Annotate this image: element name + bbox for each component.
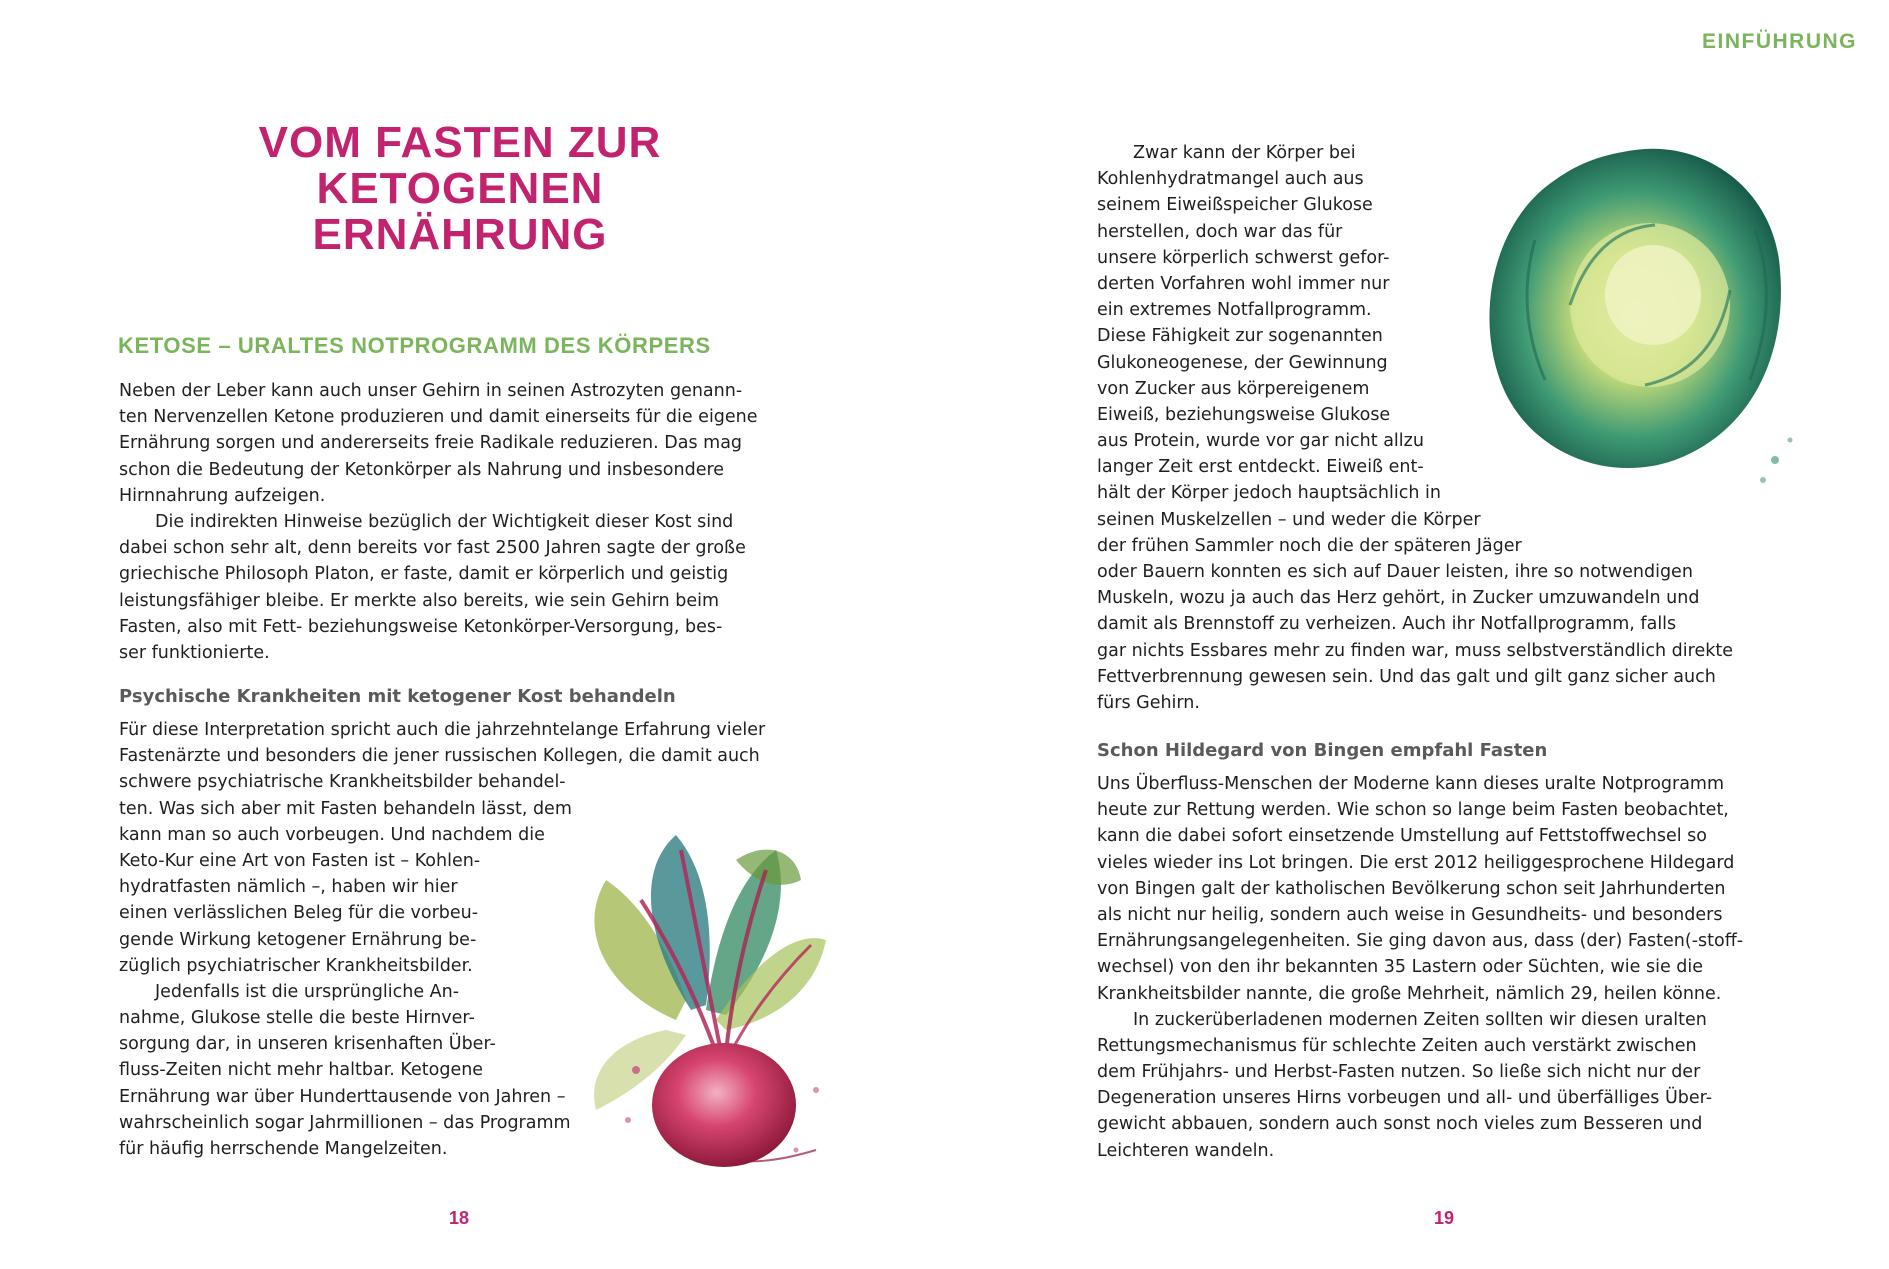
text-line: gende Wirkung ketogener Ernährung be- — [119, 929, 477, 950]
cabbage-illustration — [1475, 130, 1805, 510]
text-line: Für diese Interpretation spricht auch die jahrzehntelange Erfahrung vieler — [119, 720, 766, 740]
chapter-title-line: ERNÄHRUNG — [312, 210, 608, 259]
text-line: der frühen Sammler noch die der späteren Jäger — [1097, 535, 1522, 556]
text-line: herstellen, doch war das für — [1097, 221, 1343, 242]
text-line: züglich psychiatrischer Krankheitsbilder. — [119, 955, 473, 976]
text-line: Hirnnahrung aufzeigen. — [119, 485, 326, 506]
text-line: aus Protein, wurde vor gar nicht allzu — [1097, 431, 1424, 452]
text-line: hydratfasten nämlich –, haben wir hier — [119, 877, 458, 898]
text-line: Krankheitsbilder nannte, die große Mehrheit, nämlich 29, heilen könne. — [1097, 983, 1722, 1004]
text-line: Kohlenhydratmangel auch aus — [1097, 169, 1364, 190]
text-line: seinem Eiweißspeicher Glukose — [1097, 195, 1373, 216]
chapter-title — [120, 120, 800, 258]
text-line: Fastenärzte und besonders die jener russischen Kollegen, die damit auch — [119, 746, 760, 767]
text-line: langer Zeit erst entdeckt. Eiweiß ent- — [1097, 457, 1424, 478]
text-line: Zwar kann der Körper bei — [1133, 143, 1356, 163]
text-line: wechsel) von den ihr bekannten 35 Lastern oder Süchten, wie sie die — [1097, 957, 1704, 978]
text-line: wahrscheinlich sogar Jahrmillionen – das Programm — [119, 1112, 571, 1133]
text-line: Neben der Leber kann auch unser Gehirn in seinen Astrozyten genann- — [119, 381, 743, 401]
text-line: dabei schon sehr alt, denn bereits vor fast 2500 Jahren sagte der große — [119, 538, 746, 559]
text-line: ten Nervenzellen Ketone produzieren und damit einerseits für die eigene — [119, 407, 758, 428]
text-line: damit als Brennstoff zu verheizen. Auch ihr Notfallprogramm, falls — [1097, 614, 1677, 635]
beetroot-illustration — [566, 820, 936, 1180]
text-line: Eiweiß, beziehungsweise Glukose — [1097, 404, 1391, 425]
text-line: griechische Philosoph Platon, er faste, damit er körperlich und geistig — [119, 564, 729, 585]
text-line: Muskeln, wozu ja auch das Herz gehört, in Zucker umzuwandeln und — [1097, 588, 1700, 609]
text-line: derten Vorfahren wohl immer nur — [1097, 273, 1390, 294]
text-line: fürs Gehirn. — [1097, 692, 1200, 713]
text-line: Glukoneogenese, der Gewinnung — [1097, 352, 1388, 373]
subheading: Schon Hildegard von Bingen empfahl Fasten — [1097, 740, 1548, 761]
text-line: ser funktionierte. — [119, 642, 270, 663]
page-number: 19 — [1434, 1208, 1455, 1228]
text-line: leistungsfähiger bleibe. Er merkte also bereits, wie sein Gehirn beim — [119, 590, 719, 611]
text-line: Fettverbrennung gewesen sein. Und das galt und gilt ganz sicher auch — [1097, 666, 1716, 687]
text-line: seinen Muskelzellen – und weder die Körper — [1097, 509, 1481, 530]
text-line: dem Frühjahrs- und Herbst-Fasten nutzen. So ließe sich nicht nur der — [1097, 1062, 1701, 1083]
bottom-text — [1097, 771, 1743, 1164]
text-line: als nicht nur heilig, sondern auch weise in Gesundheits- und besonders — [1097, 904, 1723, 925]
text-line: heute zur Rettung werden. Wie schon so lange beim Fasten beobachtet, — [1097, 800, 1729, 821]
text-line: Ernährungsangelegenheiten. Sie ging davon aus, dass (der) Fasten(-stoff- — [1097, 931, 1744, 952]
text-line: Leichteren wandeln. — [1097, 1140, 1275, 1161]
text-line: von Zucker aus körpereigenem — [1097, 378, 1370, 399]
text-line: Fasten, also mit Fett- beziehungsweise Ketonkörper-Versorgung, bes- — [119, 616, 723, 637]
subheading: Psychische Krankheiten mit ketogener Kost behandeln — [119, 686, 676, 707]
text-line: kann die dabei sofort einsetzende Umstellung auf Fettstoffwechsel so — [1097, 826, 1707, 847]
text-line: oder Bauern konnten es sich auf Dauer leisten, ihre so notwendigen — [1097, 562, 1693, 582]
text-line: sorgung dar, in unseren krisenhaften Über- — [119, 1034, 496, 1055]
text-line: schon die Bedeutung der Ketonkörper als Nahrung und insbesondere — [119, 459, 725, 480]
text-line: Degeneration unseres Hirns vorbeugen und all- und überfälliges Über- — [1097, 1088, 1713, 1109]
text-line: für häufig herrschende Mangelzeiten. — [119, 1139, 448, 1159]
left-page — [0, 0, 944, 1269]
text-line: Ernährung war über Hunderttausende von Jahren – — [119, 1086, 566, 1107]
text-line: vieles wieder ins Lot bringen. Die erst 2012 heiliggesprochene Hildegard — [1097, 852, 1735, 873]
text-line: fluss-Zeiten nicht mehr haltbar. Ketogene — [119, 1060, 484, 1081]
text-line: ten. Was sich aber mit Fasten behandeln lässt, dem — [119, 798, 572, 819]
text-line: ein extremes Notfallprogramm. — [1097, 300, 1372, 321]
text-line: gewicht abbauen, sondern auch sonst noch vieles zum Besseren und — [1097, 1114, 1703, 1135]
text-line: Uns Überfluss-Menschen der Moderne kann dieses uralte Notprogramm — [1097, 774, 1725, 794]
text-line: Diese Fähigkeit zur sogenannten — [1097, 326, 1383, 347]
text-line: nahme, Glukose stelle die beste Hirnver- — [119, 1008, 475, 1029]
right-page — [945, 0, 1889, 1269]
text-line: gar nichts Essbares mehr zu finden war, muss selbstverständlich direkte — [1097, 640, 1733, 661]
text-line: Jedenfalls ist die ursprüngliche An- — [155, 981, 460, 1002]
text-line: kann man so auch vorbeugen. Und nachdem die — [119, 824, 545, 845]
text-line: einen verlässlichen Beleg für die vorbeu- — [119, 903, 479, 924]
intro-text — [119, 378, 758, 666]
page-number: 18 — [449, 1208, 470, 1228]
section-heading: KETOSE – URALTES NOTPROGRAMM DES KÖRPERS — [118, 333, 711, 358]
text-line: In zuckerüberladenen modernen Zeiten sollten wir diesen uralten — [1133, 1009, 1707, 1030]
text-line: Ernährung sorgen und andererseits freie Radikale reduzieren. Das mag — [119, 433, 743, 454]
text-line: Rettungsmechanismus für schlechte Zeiten auch verstärkt zwischen — [1097, 1035, 1697, 1056]
text-line: Keto-Kur eine Art von Fasten ist – Kohlen- — [119, 850, 481, 871]
text-line: hält der Körper jedoch hauptsächlich in — [1097, 483, 1441, 504]
text-line: von Bingen galt der katholischen Bevölkerung schon seit Jahrhunderten — [1097, 878, 1726, 899]
running-head: EINFÜHRUNG — [1702, 30, 1857, 53]
text-line: schwere psychiatrische Krankheitsbilder behandel- — [119, 772, 566, 793]
text-line: Die indirekten Hinweise bezüglich der Wichtigkeit dieser Kost sind — [155, 511, 734, 532]
chapter-title-line: VOM FASTEN ZUR KETOGENEN — [258, 118, 662, 213]
text-line: unsere körperlich schwerst gefor- — [1097, 247, 1390, 268]
